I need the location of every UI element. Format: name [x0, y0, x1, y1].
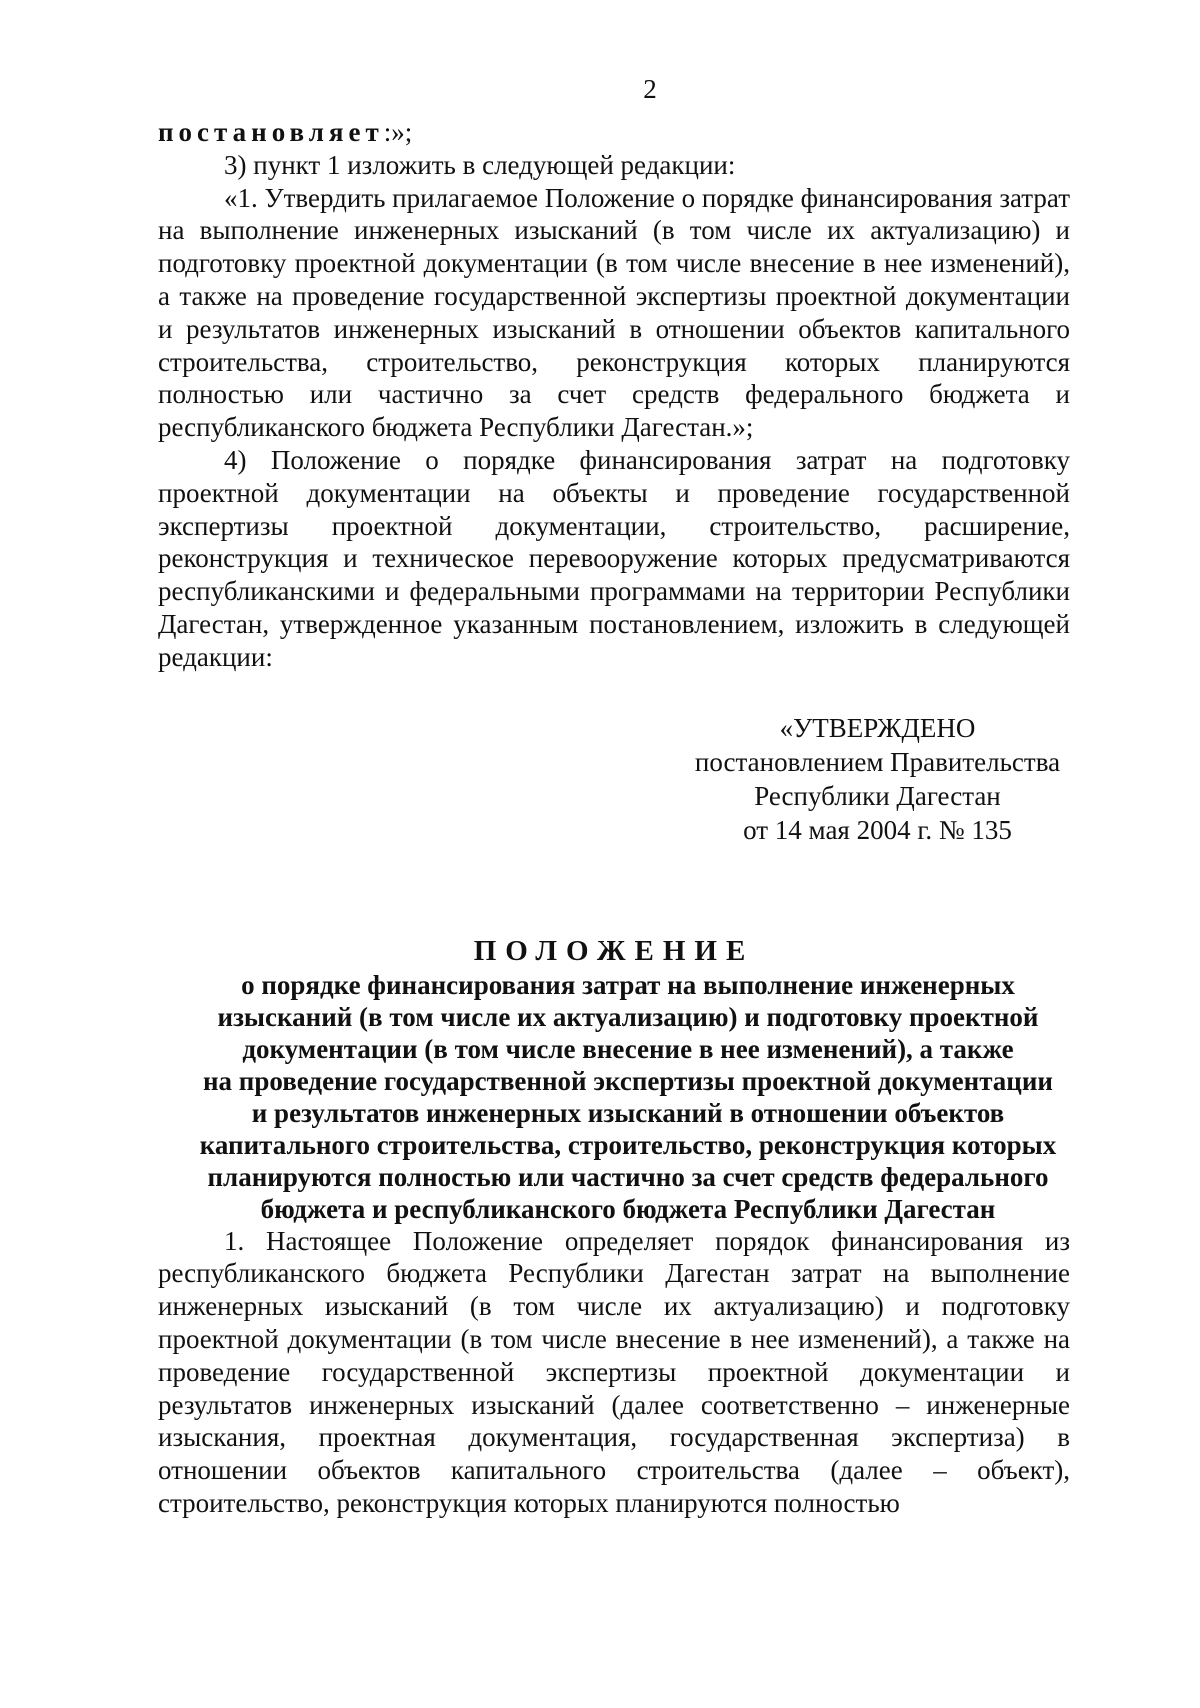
page-number: 2	[643, 74, 657, 104]
subtitle-line: бюджета и республиканского бюджета Республики Дагестан	[260, 1193, 996, 1224]
regulation-title: ПОЛОЖЕНИЕ	[473, 934, 755, 967]
regulation-subtitle	[158, 969, 1070, 1225]
subtitle-line: на проведение государственной экспертизы проектной документации	[203, 1065, 1053, 1096]
approval-line-4: от 14 мая 2004 г. № 135	[743, 814, 1012, 845]
approval-stamp-block	[680, 711, 1075, 847]
approval-line-2: постановлением Правительства	[694, 746, 1061, 777]
document-body	[158, 116, 1070, 1520]
subtitle-line: изысканий (в том числе их актуализацию) и подготовку проектной	[217, 1001, 1039, 1032]
resolves-line	[158, 116, 1070, 149]
regulation-heading	[158, 933, 1070, 1225]
resolves-word: постановляет	[158, 117, 384, 147]
approval-line-3: Республики Дагестан	[754, 780, 1001, 811]
subtitle-line: документации (в том числе внесение в нее изменений), а также	[242, 1033, 1014, 1064]
resolves-suffix: :»;	[383, 117, 413, 147]
item-3-text: «1. Утвердить прилагаемое Положение о порядке финансирования затрат на выполнение инженерных изысканий (в том числе их актуализацию) и подготовку проектной документации (в том числе внесение в нее изменений), а также на проведение государственной экспертизы проектной документации и результатов инженерных изысканий в отношении объектов капитального строительства, строительство, реконструкция которых планируются полностью или частично за счет средств федерального бюджета и республиканского бюджета Республики Дагестан.»;	[158, 182, 1070, 443]
item-3-heading: 3) пункт 1 изложить в следующей редакции:	[224, 149, 736, 180]
subtitle-line: о порядке финансирования затрат на выполнение инженерных	[241, 969, 1015, 1000]
approval-line-1: «УТВЕРЖДЕНО	[779, 712, 976, 743]
item-4-text: 4) Положение о порядке финансирования затрат на подготовку проектной документации на объекты и проведение государственной экспертизы проектной документации, строительство, расширение, реконструкция и техническое перевооружение которых предусматриваются республиканскими и федеральными программами на территории Республики Дагестан, утвержденное указанным постановлением, изложить в следующей редакции:	[158, 444, 1070, 672]
subtitle-line: планируются полностью или частично за счет средств федерального	[207, 1161, 1049, 1192]
subtitle-line: и результатов инженерных изысканий в отношении объектов	[251, 1097, 1005, 1128]
subtitle-line: капитального строительства, строительство, реконструкция которых	[199, 1129, 1057, 1160]
section-1-text: 1. Настоящее Положение определяет порядок финансирования из республиканского бюджета Республики Дагестан затрат на выполнение инженерных изысканий (в том числе их актуализацию) и подготовку проектной документации (в том числе внесение в нее изменений), а также на проведение государственной экспертизы проектной документации и результатов инженерных изысканий (далее соответственно – инженерные изыскания, проектная документация, государственная экспертиза) в отношении объектов капитального строительства (далее – объект), строительство, реконструкция которых планируются полностью	[158, 1225, 1070, 1518]
